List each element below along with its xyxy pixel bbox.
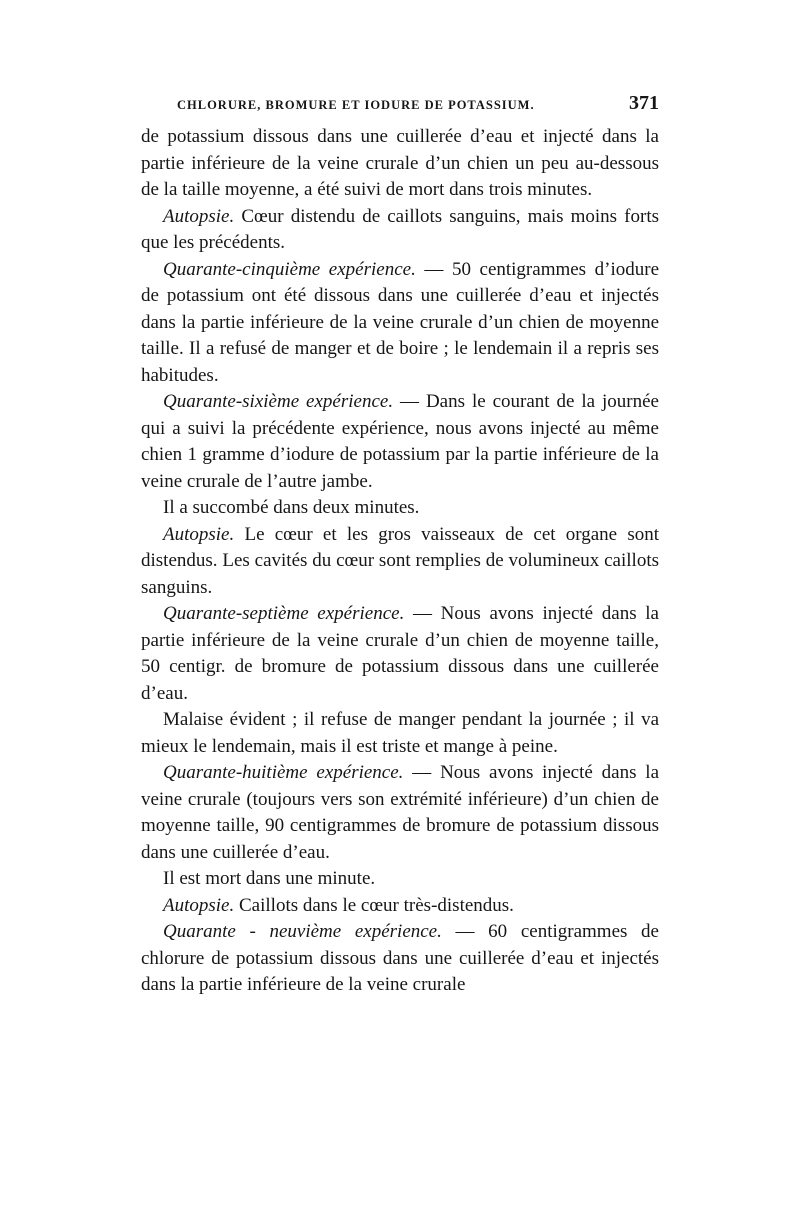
- paragraph-label: Quarante-cinquième expérience.: [163, 258, 416, 280]
- paragraph: [141, 601, 659, 707]
- paragraph-text: Il a succombé dans deux minutes.: [163, 497, 420, 518]
- paragraph-text: — 60 centigrammes de chlorure de potassium dissous dans une cuillerée d’eau et injectés dans la partie inférieure de la veine crurale: [141, 921, 659, 995]
- paragraph-text: Il est mort dans une minute.: [163, 868, 376, 889]
- paragraph: [141, 389, 659, 495]
- paragraph: [141, 866, 659, 893]
- page-header: [141, 92, 659, 122]
- paragraph-label: Quarante-huitième expérience.: [163, 762, 404, 783]
- paragraph-label: Quarante-sixième expérience.: [163, 391, 394, 412]
- paragraph-label: Quarante - neuvième expérience.: [163, 921, 442, 942]
- running-title: CHLORURE, BROMURE ET IODURE DE POTASSIUM.: [177, 98, 535, 112]
- paragraph: [141, 760, 659, 866]
- paragraph-text: Le cœur et les gros vaisseaux de cet organe sont distendus. Les cavités du cœur sont remplies de volumineux caillots sanguins.: [141, 523, 659, 598]
- paragraph-text: Caillots dans le cœur très-distendus.: [234, 894, 514, 916]
- book-page: [141, 92, 659, 999]
- paragraph-label: Autopsie.: [163, 523, 235, 545]
- paragraph-label: Quarante-septième expérience.: [163, 603, 405, 624]
- paragraph-label: Autopsie.: [163, 894, 235, 916]
- paragraph: [141, 257, 659, 390]
- paragraph: [141, 124, 659, 204]
- paragraph: [141, 495, 659, 522]
- paragraph-text: Cœur distendu de caillots sanguins, mais moins forts que les précédents.: [141, 205, 659, 253]
- paragraph: [141, 204, 659, 257]
- paragraph: [141, 707, 659, 760]
- paragraph: [141, 919, 659, 999]
- paragraph-label: Autopsie.: [163, 205, 235, 227]
- page-body: [141, 124, 659, 999]
- paragraph-text: de potassium dissous dans une cuillerée d’eau et injecté dans la partie inférieure de la veine crurale d’un chien un peu au-dessous de la taille moyenne, a été suivi de mort dans trois minutes.: [141, 126, 659, 200]
- paragraph: [141, 522, 659, 602]
- paragraph-text: — Dans le courant de la journée qui a suivi la précédente expérience, nous avons injecté au même chien 1 gramme d’iodure de potassium par la partie inférieure de la veine crurale de l’autre jambe.: [141, 391, 659, 492]
- page-number: 371: [629, 92, 659, 114]
- paragraph: [141, 893, 659, 920]
- paragraph-text: — Nous avons injecté dans la partie inférieure de la veine crurale d’un chien de moyenne taille, 50 centigr. de bromure de potassium dissous dans une cuillerée d’eau.: [141, 603, 659, 704]
- paragraph-text: — Nous avons injecté dans la veine crurale (toujours vers son extrémité inférieure) d’un chien de moyenne taille, 90 centigrammes de bromure de potassium dissous dans une cuillerée d’eau.: [141, 762, 659, 863]
- paragraph-text: Malaise évident ; il refuse de manger pendant la journée ; il va mieux le lendemain, mais il est triste et mange à peine.: [141, 709, 659, 757]
- paragraph-text: — 50 centigrammes d’iodure de potassium ont été dissous dans une cuillerée d’eau et injectés dans la partie inférieure de la veine crurale d’un chien de moyenne taille. Il a refusé de manger et de boire ; le lendemain il a repris ses habitudes.: [141, 258, 660, 386]
